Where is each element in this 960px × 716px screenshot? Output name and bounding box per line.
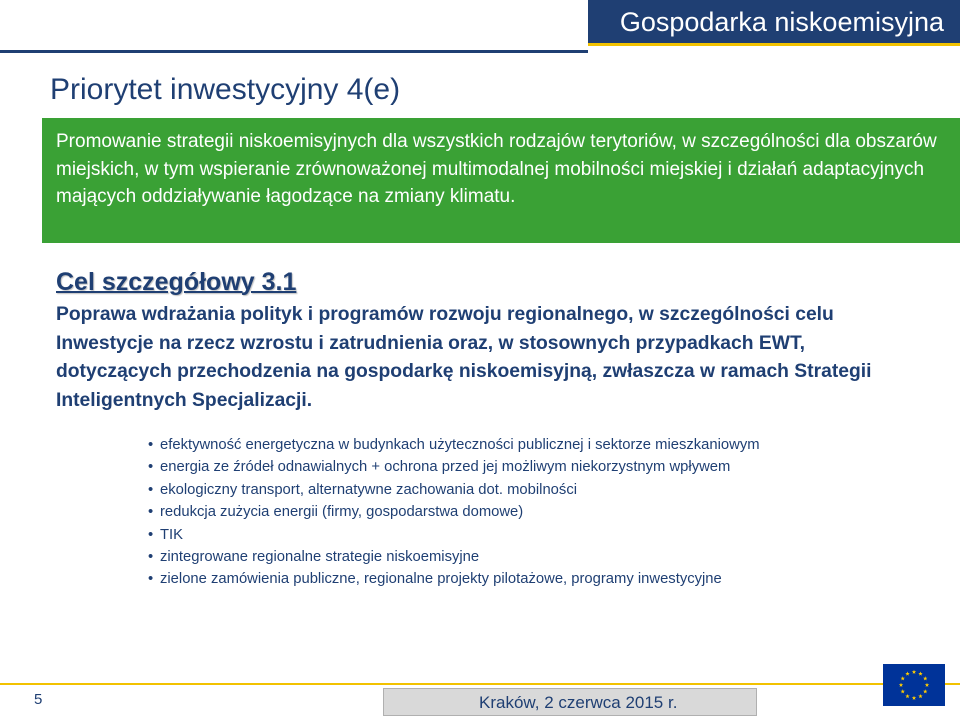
list-item-text: energia ze źródeł odnawialnych + ochrona przed jej możliwym niekorzystnym wpływem	[160, 459, 731, 476]
list-item	[148, 501, 908, 523]
bullet-icon: •	[148, 459, 154, 476]
header-tab	[588, 0, 960, 46]
bullet-list	[148, 434, 908, 591]
header-title: Gospodarka niskoemisyjna	[619, 7, 944, 37]
list-item-text: redukcja zużycia energii (firmy, gospodarstwa domowe)	[160, 504, 524, 521]
list-item-text: TIK	[160, 526, 184, 543]
priority-box	[42, 118, 960, 243]
bullet-icon: •	[148, 571, 154, 588]
objective-text: Poprawa wdrażania polityk i programów rozwoju regionalnego, w szczególności celu Inwestycje na rzecz wzrostu i zatrudnienia oraz, w stosownych przypadkach EWT, dotyczących przechodzenia na gospodarkę niskoemisyjną, zwłaszcza w ramach Strategii Inteligentnych Specjalizacji.	[56, 304, 872, 411]
priority-description: Promowanie strategii niskoemisyjnych dla wszystkich rodzajów terytoriów, w szczególności dla obszarów miejskich, w tym wspieranie zrównoważonej multimodalnej mobilności miejskiej i działań adaptacyjnych mających oddziaływanie łagodzące na zmiany klimatu.	[56, 131, 937, 207]
bullet-icon: •	[148, 504, 154, 521]
list-item	[148, 456, 908, 478]
bullet-icon: •	[148, 526, 154, 543]
bullet-icon: •	[148, 549, 154, 566]
list-item-text: zielone zamówienia publiczne, regionalne projekty pilotażowe, programy inwestycyjne	[160, 571, 722, 588]
header-band	[0, 0, 960, 52]
list-item	[148, 546, 908, 568]
list-item-text: ekologiczny transport, alternatywne zachowania dot. mobilności	[160, 481, 578, 498]
list-item-text: efektywność energetyczna w budynkach użyteczności publicznej i sektorze mieszkaniowym	[160, 437, 760, 453]
footer-box	[383, 688, 757, 716]
list-item	[148, 479, 908, 501]
footer-place-date: Kraków, 2 czerwca 2015 r.	[479, 693, 678, 712]
footer-rule	[0, 683, 960, 685]
bullet-icon: •	[148, 481, 154, 498]
list-item	[148, 568, 908, 590]
objective-heading: Cel szczegółowy 3.1	[56, 268, 297, 296]
list-item-text: zintegrowane regionalne strategie niskoemisyjne	[160, 549, 480, 566]
page-number: 5	[34, 691, 43, 708]
slide-title: Priorytet inwestycyjny 4(e)	[50, 73, 401, 106]
bullet-icon: •	[148, 437, 154, 453]
eu-flag-icon	[883, 664, 945, 706]
list-item	[148, 524, 908, 546]
header-rule	[0, 50, 588, 53]
list-item	[148, 434, 908, 456]
